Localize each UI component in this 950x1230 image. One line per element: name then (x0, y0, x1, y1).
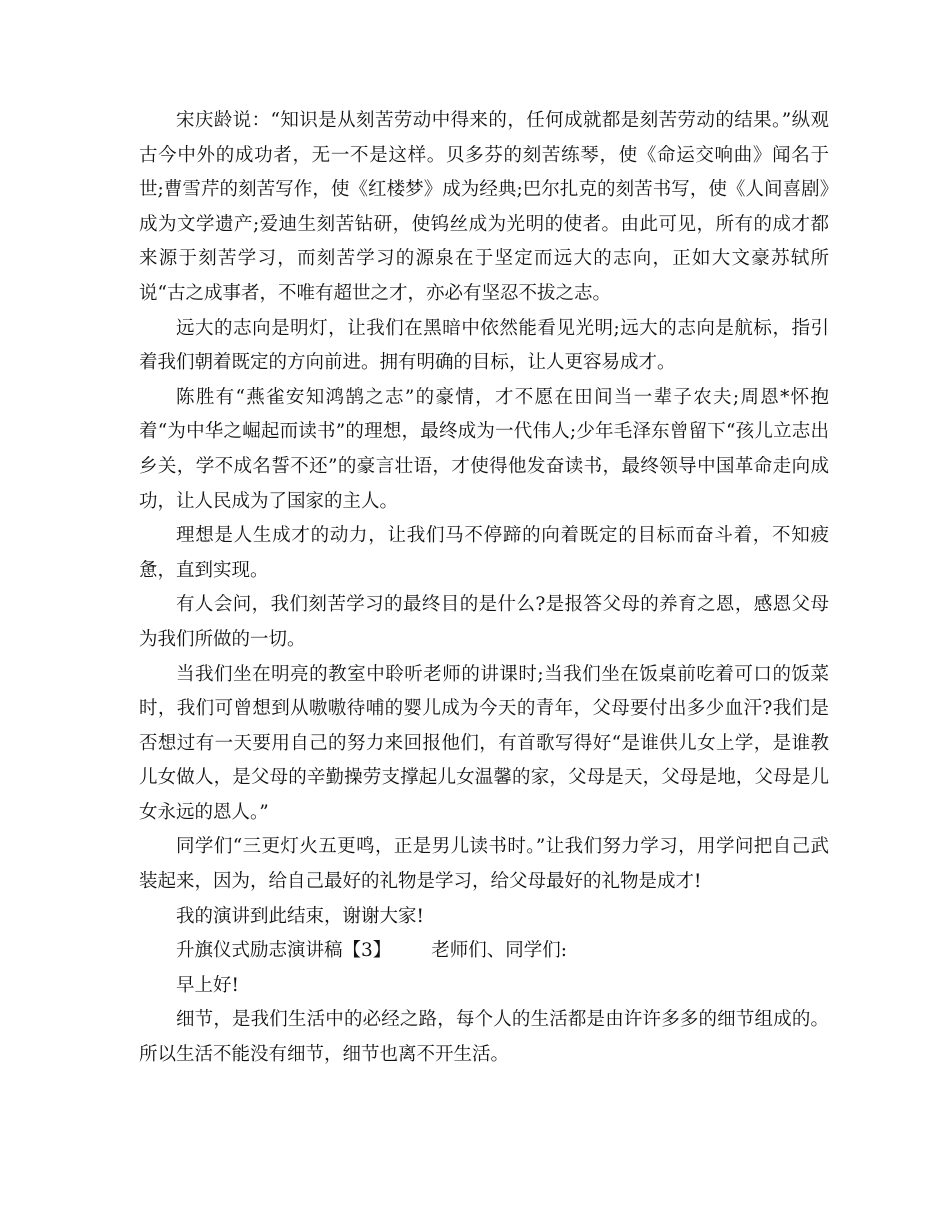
section-title: 升旗仪式励志演讲稿【3】 (176, 940, 392, 962)
paragraph-call-to-study: 同学们“三更灯火五更鸣，正是男儿读书时。”让我们努力学习，用学问把自己武装起来，因为，给自己最好的礼物是学习，给父母最好的礼物是成才! (139, 836, 829, 893)
paragraph-purpose-of-study: 有人会问，我们刻苦学习的最终目的是什么?是报答父母的养育之恩，感恩父母为我们所做的一切。 (139, 594, 829, 650)
paragraph-ideals-as-motivation: 理想是人生成才的动力，让我们马不停蹄的向着既定的目标而奋斗着，不知疲惫，直到实现。 (139, 525, 829, 581)
paragraph-details: 细节，是我们生活中的必经之路，每个人的生活都是由许许多多的细节组成的。所以生活不能没有细节，细节也离不开生活。 (139, 1009, 829, 1066)
greeting: 早上好! (176, 974, 239, 996)
paragraph-soong-ching-ling-quote: 宋庆龄说：“知识是从刻苦劳动中得来的，任何成就都是刻苦劳动的结果。”纵观古今中外的成功者，无一不是这样。贝多芬的刻苦练琴，使《命运交响曲》闻名于世;曹雪芹的刻苦写作，使《红楼梦》成为经典;巴尔扎克的刻苦书写，使《人间喜剧》成为文学遗产;爱迪生刻苦钻研，使钨丝成为光明的使者。由此可见，所有的成才都来源于刻苦学习，而刻苦学习的源泉在于坚定而远大的志向，正如大文豪苏轼所说“古之成事者，不唯有超世之才，亦必有坚忍不拔之志。 (139, 110, 829, 304)
paragraph-historical-examples: 陈胜有“燕雀安知鸿鹄之志”的豪情，才不愿在田间当一辈子农夫;周恩*怀抱着“为中华之崛起而读书”的理想，最终成为一代伟人;少年毛泽东曾留下“孩儿立志出乡关，学不成名誓不还”的豪言壮语，才使得他发奋读书，最终领导中国革命走向成功，让人民成为了国家的主人。 (139, 386, 829, 512)
paragraph-speech-ending: 我的演讲到此结束，谢谢大家! (176, 905, 424, 927)
salutation: 老师们、同学们: (431, 940, 568, 962)
paragraph-parents-sacrifice: 当我们坐在明亮的教室中聆听老师的讲课时;当我们坐在饭桌前吃着可口的饭菜时，我们可曾想到从嗷嗷待哺的婴儿成为今天的青年，父母要付出多少血汗?我们是否想过有一天要用自己的努力来回报他们，有首歌写得好“是谁供儿女上学，是谁教儿女做人，是父母的辛勤操劳支撑起儿女温馨的家，父母是天，父母是地，父母是儿女永远的恩人。” (139, 663, 829, 823)
document-body (139, 104, 829, 1073)
paragraph-lofty-ambition: 远大的志向是明灯，让我们在黑暗中依然能看见光明;远大的志向是航标，指引着我们朝着既定的方向前进。拥有明确的目标，让人更容易成才。 (139, 317, 829, 374)
section-heading-line (139, 934, 829, 969)
